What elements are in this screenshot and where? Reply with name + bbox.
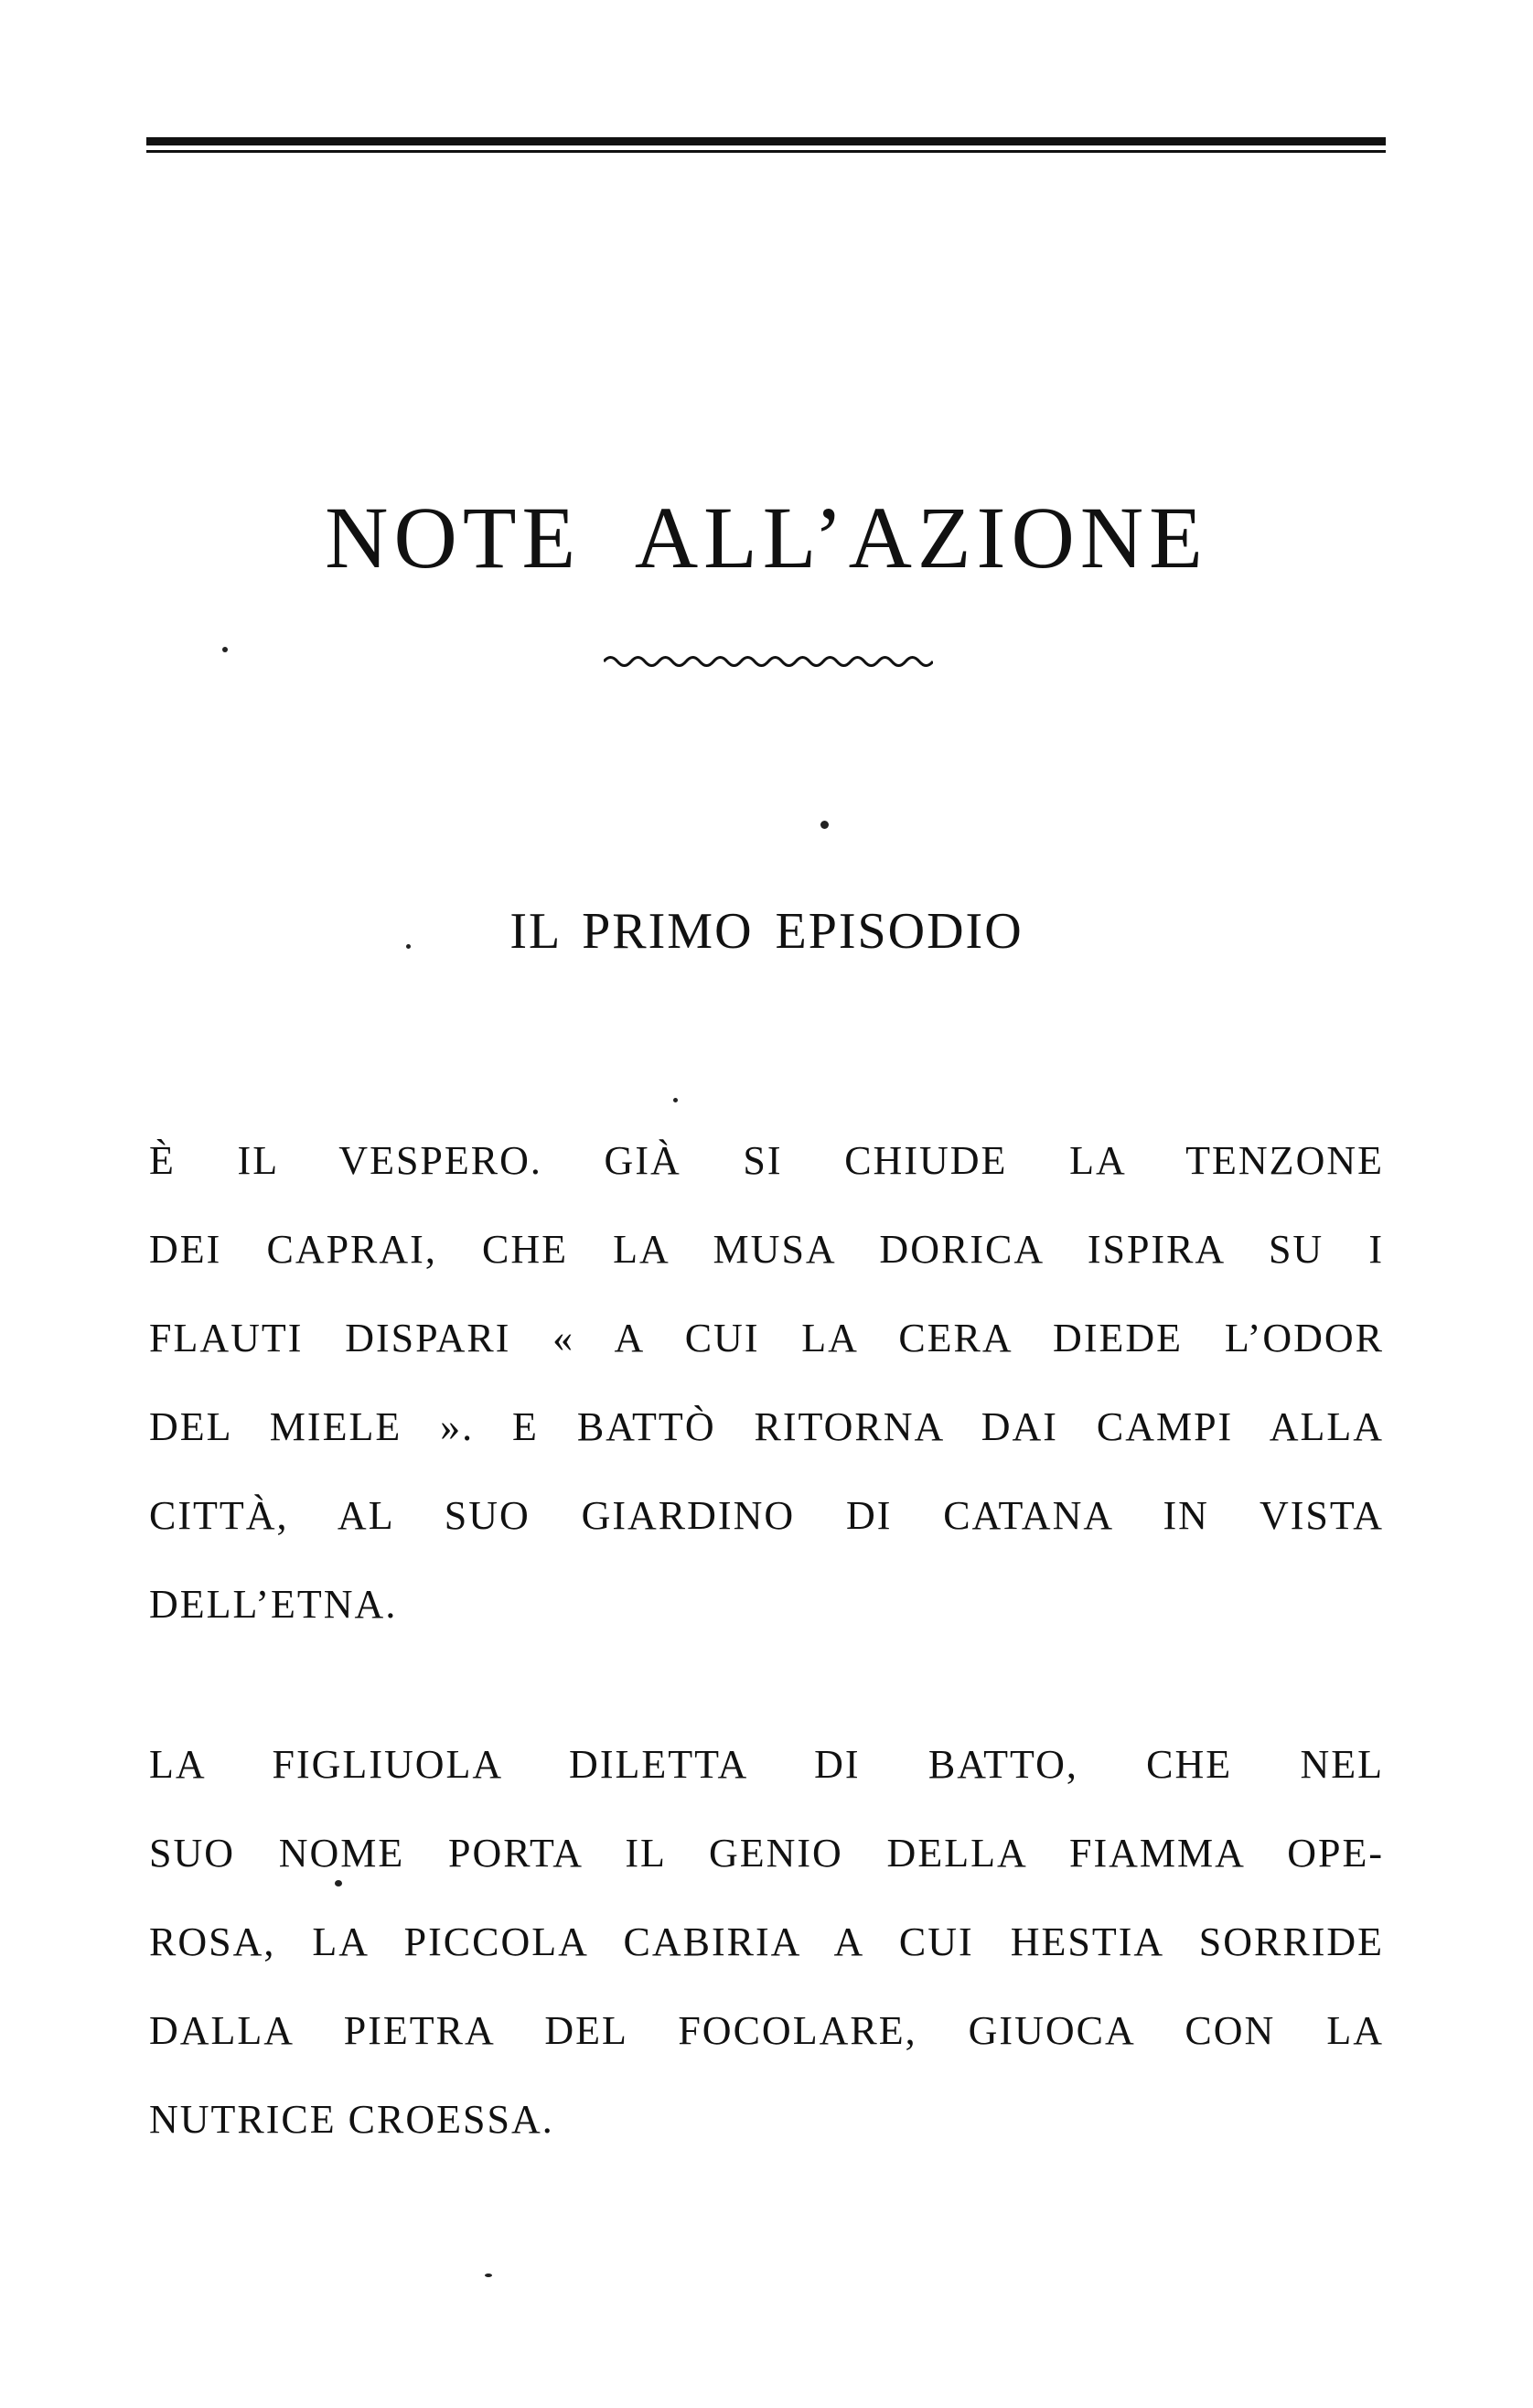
text-line: NUTRICE CROESSA. [149, 2097, 554, 2142]
text-line: DALLA PIETRA DEL FOCOLARE, GIUOCA CON LA [149, 2008, 1384, 2053]
top-rule-thick [146, 137, 1386, 145]
paragraph-2 [149, 1720, 1384, 2164]
text-line: DELL’ETNA. [149, 1582, 398, 1627]
paragraph-1 [149, 1116, 1384, 1649]
text-line: ROSA, LA PICCOLA CABIRIA A CUI HESTIA SORRIDE [149, 1919, 1384, 1964]
text-line: È IL VESPERO. GIÀ SI CHIUDE LA TENZONE [149, 1138, 1384, 1183]
print-speck [820, 821, 829, 829]
page-title: NOTE ALL’AZIONE [325, 489, 1208, 586]
text-line: SUO NOME PORTA IL GENIO DELLA FIAMMA OPE- [149, 1831, 1384, 1876]
print-speck [406, 944, 411, 949]
print-speck [335, 1880, 342, 1887]
wavy-ornament [604, 653, 933, 670]
print-speck [222, 647, 228, 652]
print-speck [673, 1098, 678, 1102]
top-rule-thin [146, 150, 1386, 153]
print-speck [485, 2274, 492, 2277]
text-line: CITTÀ, AL SUO GIARDINO DI CATANA IN VISTA [149, 1493, 1384, 1538]
text-line: DEL MIELE ». E BATTÒ RITORNA DAI CAMPI ALLA [149, 1404, 1384, 1449]
text-line: DEI CAPRAI, CHE LA MUSA DORICA ISPIRA SU I [149, 1227, 1384, 1272]
text-line: FLAUTI DISPARI « A CUI LA CERA DIEDE L’ODOR [149, 1316, 1384, 1360]
section-heading: IL PRIMO EPISODIO [509, 903, 1024, 960]
text-line: LA FIGLIUOLA DILETTA DI BATTO, CHE NEL [149, 1742, 1384, 1787]
